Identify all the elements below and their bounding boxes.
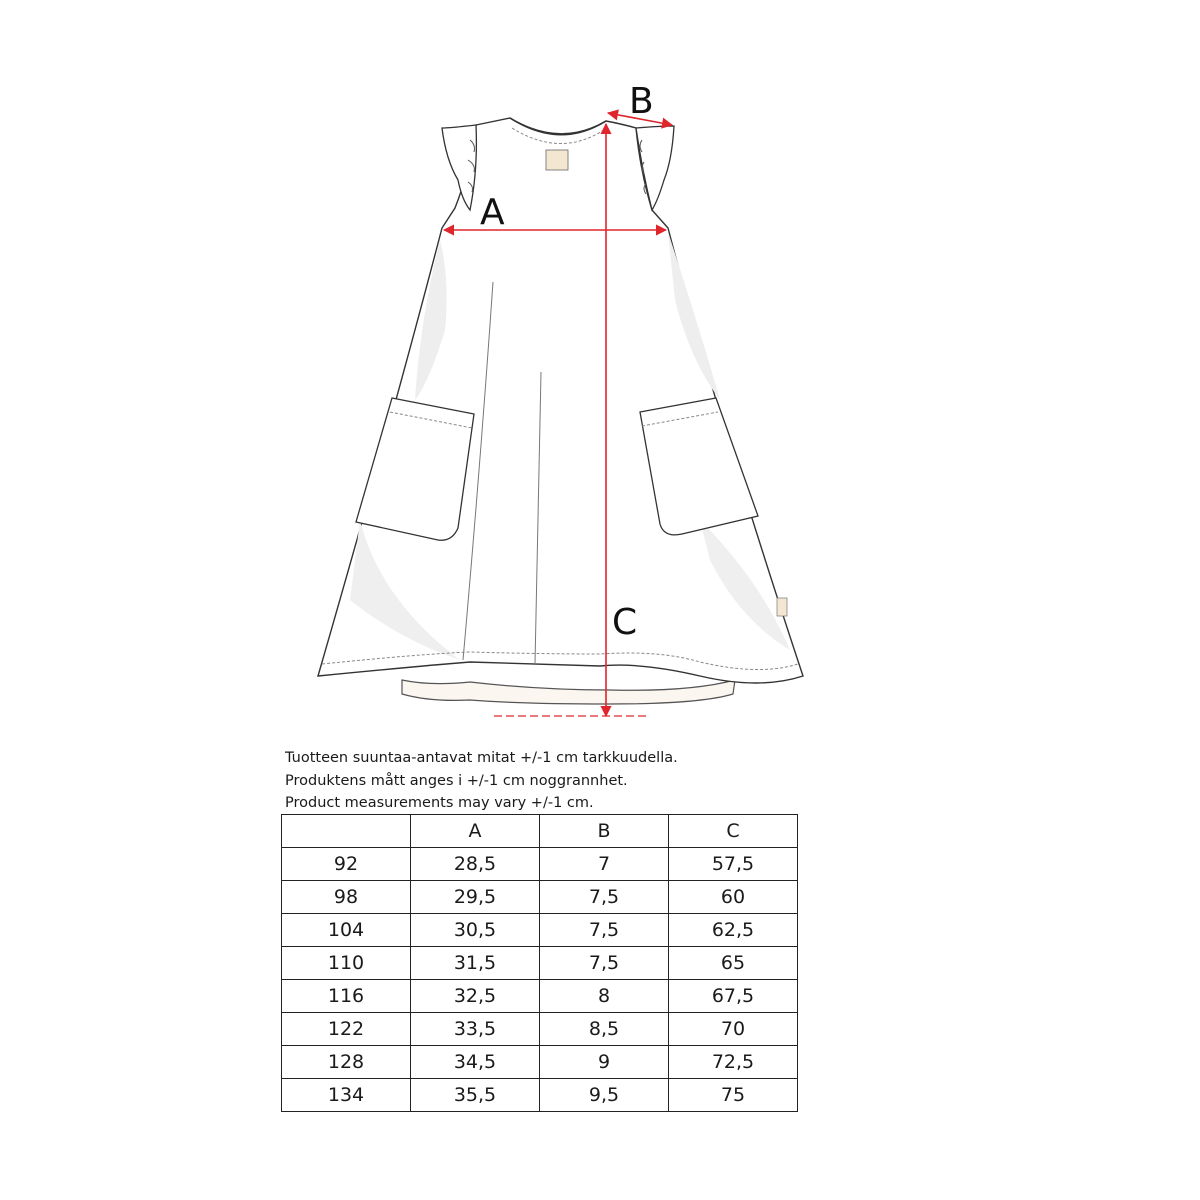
note-english: Product measurements may vary +/-1 cm. xyxy=(285,795,594,811)
table-header-row xyxy=(282,815,798,848)
cell-b: 8 xyxy=(540,980,669,1013)
cell-c: 62,5 xyxy=(669,914,798,947)
table-row xyxy=(282,1046,798,1079)
cell-size: 110 xyxy=(282,947,411,980)
cell-a: 29,5 xyxy=(411,881,540,914)
lining-hem xyxy=(402,680,735,704)
cell-b: 8,5 xyxy=(540,1013,669,1046)
header-b: B xyxy=(540,815,669,848)
cell-c: 60 xyxy=(669,881,798,914)
header-a: A xyxy=(411,815,540,848)
cell-a: 33,5 xyxy=(411,1013,540,1046)
cell-c: 70 xyxy=(669,1013,798,1046)
cell-b: 9 xyxy=(540,1046,669,1079)
cell-c: 65 xyxy=(669,947,798,980)
cell-a: 30,5 xyxy=(411,914,540,947)
cell-b: 7 xyxy=(540,848,669,881)
brand-label-tag xyxy=(546,150,568,170)
cell-b: 9,5 xyxy=(540,1079,669,1112)
table-row xyxy=(282,947,798,980)
cell-a: 34,5 xyxy=(411,1046,540,1079)
table-row xyxy=(282,848,798,881)
cell-size: 116 xyxy=(282,980,411,1013)
table-row xyxy=(282,1013,798,1046)
table-row xyxy=(282,980,798,1013)
cell-b: 7,5 xyxy=(540,881,669,914)
cell-size: 122 xyxy=(282,1013,411,1046)
cell-a: 32,5 xyxy=(411,980,540,1013)
cell-size: 128 xyxy=(282,1046,411,1079)
cell-a: 28,5 xyxy=(411,848,540,881)
header-c: C xyxy=(669,815,798,848)
note-finnish: Tuotteen suuntaa-antavat mitat +/-1 cm tarkkuudella. xyxy=(285,750,678,766)
side-tag xyxy=(777,598,787,616)
cell-c: 57,5 xyxy=(669,848,798,881)
size-table xyxy=(281,814,798,1112)
table-row xyxy=(282,1079,798,1112)
note-swedish: Produktens mått anges i +/-1 cm noggrannhet. xyxy=(285,772,628,789)
cell-size: 104 xyxy=(282,914,411,947)
table-row xyxy=(282,881,798,914)
cell-size: 134 xyxy=(282,1079,411,1112)
label-a: A xyxy=(480,192,505,233)
cell-a: 31,5 xyxy=(411,947,540,980)
cell-c: 72,5 xyxy=(669,1046,798,1079)
label-c: C xyxy=(612,602,638,643)
measurement-notes xyxy=(285,747,678,815)
label-b: B xyxy=(629,81,654,122)
cell-c: 67,5 xyxy=(669,980,798,1013)
left-pocket xyxy=(356,398,474,540)
cell-b: 7,5 xyxy=(540,947,669,980)
cell-size: 92 xyxy=(282,848,411,881)
cell-b: 7,5 xyxy=(540,914,669,947)
right-pocket xyxy=(640,398,758,535)
cell-size: 98 xyxy=(282,881,411,914)
header-size xyxy=(282,815,411,848)
table-row xyxy=(282,914,798,947)
cell-a: 35,5 xyxy=(411,1079,540,1112)
cell-c: 75 xyxy=(669,1079,798,1112)
